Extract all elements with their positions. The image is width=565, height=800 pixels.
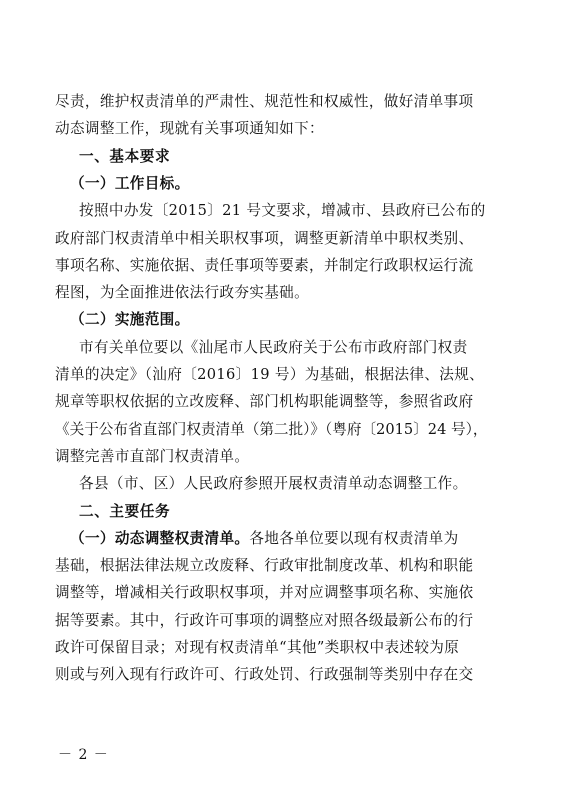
section-heading: 二、主要任务 bbox=[79, 502, 171, 520]
body-text-line: 据等要素。其中，行政许可事项的调整应对照各级最新公布的行 bbox=[55, 611, 474, 629]
body-text-line: 清单的决定》（汕府〔2016〕19 号）为基础，根据法律、法规、 bbox=[55, 366, 485, 383]
body-text-line: 动态调整工作，现就有关事项通知如下： bbox=[55, 120, 324, 138]
subsection-heading: （一）工作目标。 bbox=[70, 174, 190, 192]
task-heading: （一）动态调整权责清单。 bbox=[70, 529, 250, 547]
body-text-line: 调整等，增减相关行政职权事项，并对应调整事项名称、实施依 bbox=[55, 584, 474, 602]
body-text-line: 规章等职权依据的立改废释、部门机构职能调整等，参照省政府 bbox=[55, 393, 474, 411]
body-text-line: 事项名称、实施依据、责任事项等要素，并制定行政职权运行流 bbox=[55, 256, 474, 274]
body-text-line: 市有关单位要以《汕尾市人民政府关于公布市政府部门权责 bbox=[79, 338, 468, 356]
task-text: 各地各单位要以现有权责清单为 bbox=[249, 529, 459, 547]
body-text-line: 政府部门权责清单中相关职权事项，调整更新清单中职权类别、 bbox=[55, 229, 474, 247]
body-text-line: 基础，根据法律法规立改废释、行政审批制度改革、机构和职能 bbox=[55, 557, 474, 575]
body-text-line: 各县（市、区）人民政府参照开展权责清单动态调整工作。 bbox=[79, 475, 468, 493]
body-text-line: 按照中办发〔2015〕21 号文要求，增减市、县政府已公布的 bbox=[79, 202, 486, 220]
section-heading: 一、基本要求 bbox=[79, 147, 171, 165]
body-text-line: 《关于公布省直部门权责清单（第二批）》（粤府〔2015〕24 号）， bbox=[55, 420, 488, 438]
subsection-heading: （二）实施范围。 bbox=[70, 311, 190, 329]
body-text-line: 政许可保留目录；对现有权责清单“其他”类职权中表述较为原 bbox=[55, 639, 460, 656]
body-text-line: 调整完善市直部门权责清单。 bbox=[55, 447, 250, 465]
body-text-line: 则或与列入现有行政许可、行政处罚、行政强制等类别中存在交 bbox=[55, 666, 474, 684]
page-number: － 2 － bbox=[58, 747, 109, 763]
body-text-line bbox=[70, 529, 459, 549]
body-text-line: 尽责，维护权责清单的严肃性、规范性和权威性，做好清单事项 bbox=[55, 93, 474, 110]
body-text-line: 程图，为全面推进依法行政夯实基础。 bbox=[55, 284, 310, 302]
